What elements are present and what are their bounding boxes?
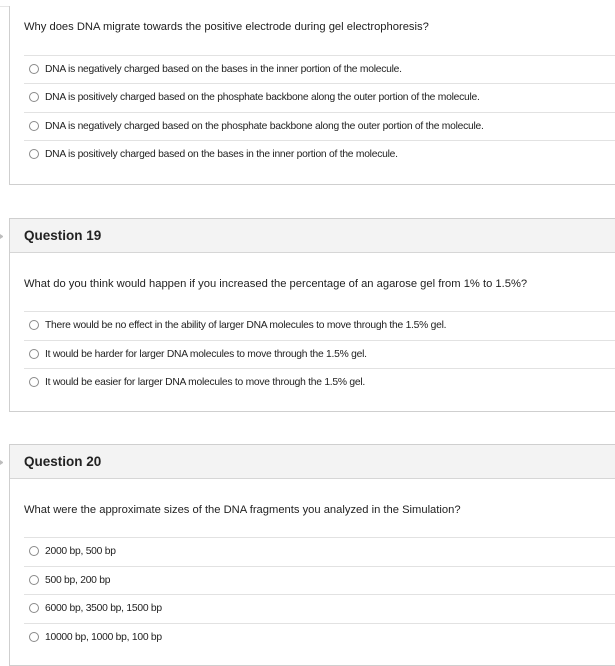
question-19-text: What do you think would happen if you increased the percentage of an agarose gel from 1% to 1.5%? bbox=[24, 278, 528, 290]
question-card-19 bbox=[9, 218, 615, 412]
option-label: DNA is negatively charged based on the bases in the inner portion of the molecule. bbox=[45, 63, 402, 75]
question-20-text: What were the approximate sizes of the DNA fragments you analyzed in the Simulation? bbox=[24, 504, 461, 516]
question-card-18 bbox=[9, 6, 615, 185]
radio-button[interactable] bbox=[29, 632, 39, 642]
radio-button[interactable] bbox=[29, 377, 39, 387]
option-label: 500 bp, 200 bp bbox=[45, 574, 111, 586]
q20-option-4[interactable] bbox=[24, 623, 615, 650]
option-label: DNA is positively charged based on the bases in the inner portion of the molecule. bbox=[45, 148, 398, 160]
q19-option-2[interactable] bbox=[24, 340, 615, 367]
option-label: It would be easier for larger DNA molecules to move through the 1.5% gel. bbox=[45, 376, 366, 388]
question-18-text: Why does DNA migrate towards the positive electrode during gel electrophoresis? bbox=[24, 21, 429, 33]
q18-option-3[interactable] bbox=[24, 112, 615, 139]
option-label: There would be no effect in the ability of larger DNA molecules to move through the 1.5% gel. bbox=[45, 319, 447, 331]
radio-button[interactable] bbox=[29, 149, 39, 159]
question-20-title: Question 20 bbox=[10, 445, 615, 479]
radio-button[interactable] bbox=[29, 349, 39, 359]
q18-option-4[interactable] bbox=[24, 140, 615, 167]
q18-option-1[interactable] bbox=[24, 55, 615, 82]
question-card-20 bbox=[9, 444, 615, 666]
radio-button[interactable] bbox=[29, 603, 39, 613]
question-19-title: Question 19 bbox=[10, 219, 615, 253]
q20-option-3[interactable] bbox=[24, 594, 615, 621]
option-label: 10000 bp, 1000 bp, 100 bp bbox=[45, 631, 162, 643]
q18-option-2[interactable] bbox=[24, 83, 615, 110]
option-label: DNA is positively charged based on the phosphate backbone along the outer portion of the molecule. bbox=[45, 91, 480, 103]
q19-option-1[interactable] bbox=[24, 311, 615, 338]
radio-button[interactable] bbox=[29, 575, 39, 585]
option-label: 6000 bp, 3500 bp, 1500 bp bbox=[45, 602, 162, 614]
q19-option-3[interactable] bbox=[24, 368, 615, 395]
option-label: 2000 bp, 500 bp bbox=[45, 545, 116, 557]
q20-option-2[interactable] bbox=[24, 566, 615, 593]
radio-button[interactable] bbox=[29, 92, 39, 102]
option-label: It would be harder for larger DNA molecules to move through the 1.5% gel. bbox=[45, 348, 367, 360]
radio-button[interactable] bbox=[29, 64, 39, 74]
q20-option-1[interactable] bbox=[24, 537, 615, 564]
radio-button[interactable] bbox=[29, 121, 39, 131]
radio-button[interactable] bbox=[29, 320, 39, 330]
question-marker-icon bbox=[0, 234, 3, 239]
radio-button[interactable] bbox=[29, 546, 39, 556]
question-marker-icon bbox=[0, 460, 3, 465]
option-label: DNA is negatively charged based on the phosphate backbone along the outer portion of the molecule. bbox=[45, 120, 484, 132]
